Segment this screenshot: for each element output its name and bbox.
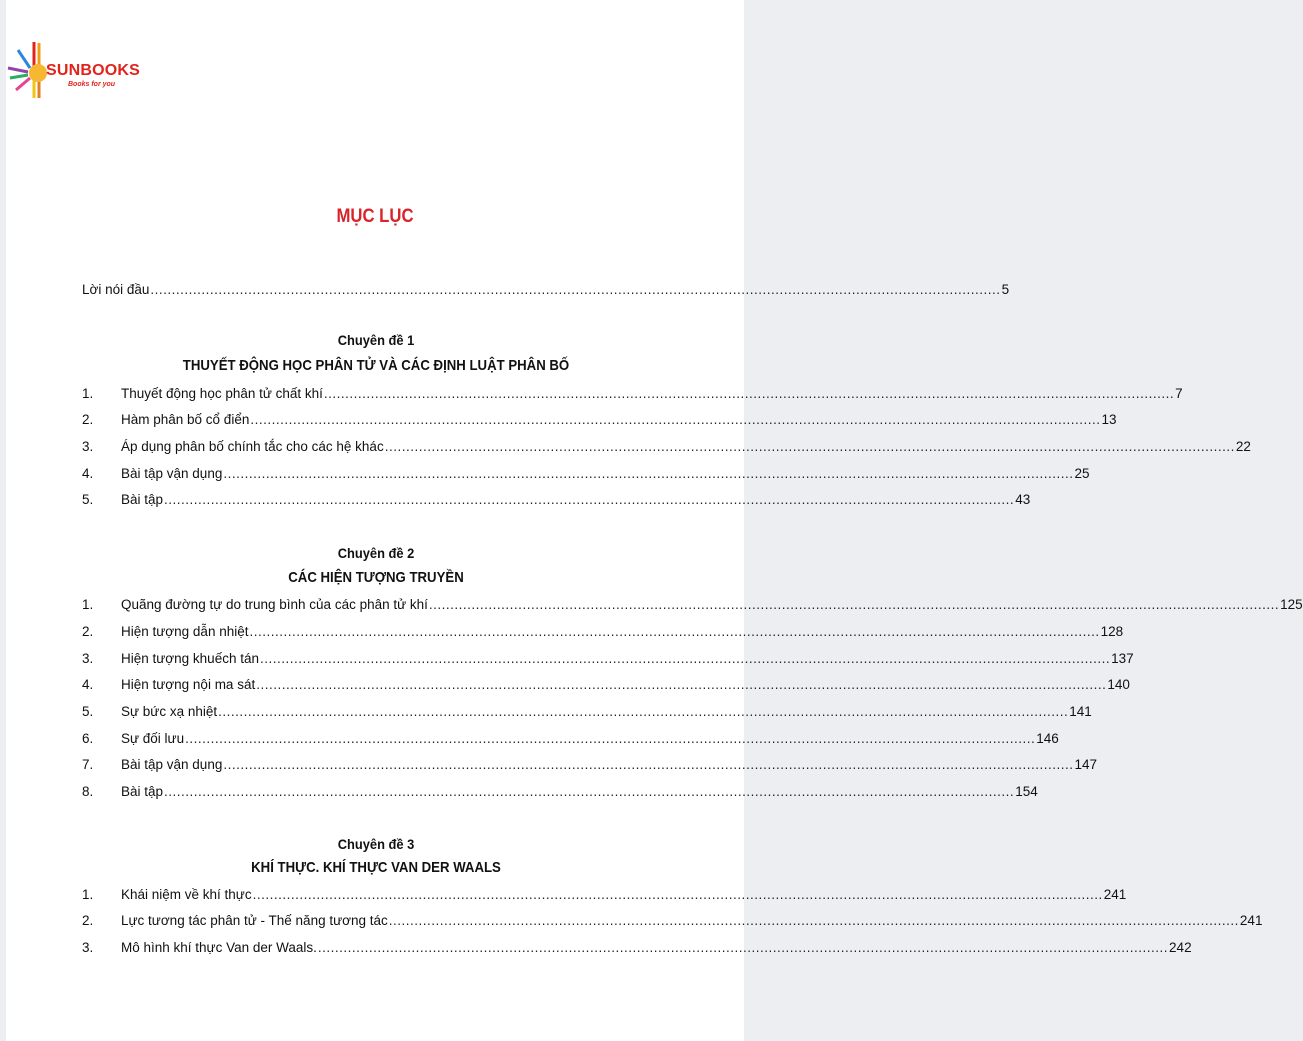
toc-entry-page: 7 — [1175, 386, 1183, 401]
document-page — [6, 0, 1303, 1041]
toc-entry-number: 5. — [82, 704, 94, 719]
toc-entry-text: Hiện tượng nội ma sát — [121, 677, 256, 692]
dot-leader: ........................................................................................................................................................................................................ — [249, 624, 1100, 639]
toc-entry-number: 3. — [82, 651, 94, 666]
sunbooks-logo — [6, 40, 166, 100]
toc-entry[interactable] — [82, 677, 1130, 695]
dot-leader: ........................................................................................................................................................................................................ — [259, 651, 1111, 666]
toc-entry-text: Bài tập — [121, 784, 164, 799]
dot-leader: ........................................................................................................................................................................................................ — [223, 757, 1074, 772]
toc-entry[interactable] — [82, 466, 1090, 484]
toc-entry-number: 3. — [82, 940, 94, 955]
toc-entry-page: 241 — [1103, 887, 1127, 902]
dot-leader: ........................................................................................................................................................................................................ — [428, 597, 1280, 612]
toc-title: MỤC LỤC — [336, 206, 414, 227]
toc-entry[interactable] — [82, 492, 1031, 510]
section-label: Chuyên đề 2 — [337, 545, 415, 561]
toc-entry-page: 125 — [1280, 597, 1303, 612]
toc-entry[interactable] — [82, 731, 1059, 749]
dot-leader: ........................................................................................................................................................................................................ — [317, 940, 1169, 955]
toc-entry[interactable] — [82, 597, 1303, 615]
toc-entry-page: 147 — [1074, 757, 1098, 772]
toc-entry-page: 25 — [1074, 466, 1090, 481]
toc-entry-number: 2. — [82, 624, 94, 639]
dot-leader: ........................................................................................................................................................................................................ — [150, 282, 1001, 297]
toc-entry-text: Mô hình khí thực Van der Waals. — [121, 940, 317, 955]
dot-leader: ........................................................................................................................................................................................................ — [185, 731, 1036, 746]
toc-entry-number: 7. — [82, 757, 94, 772]
section-label: Chuyên đề 3 — [337, 836, 415, 852]
toc-entry-text: Bài tập vận dụng — [121, 757, 223, 772]
dot-leader: ........................................................................................................................................................................................................ — [223, 466, 1074, 481]
brand-name: SUNBOOKS — [46, 62, 141, 79]
toc-entry[interactable] — [82, 704, 1092, 722]
toc-entry-number: 3. — [82, 439, 94, 454]
toc-entry-text: Bài tập vận dụng — [121, 466, 223, 481]
sun-pencils-icon — [6, 40, 46, 100]
toc-entry-page: 137 — [1111, 651, 1134, 666]
toc-entry-number: 1. — [82, 887, 94, 902]
toc-entry[interactable] — [82, 757, 1098, 775]
toc-entry-text: Hiện tượng dẫn nhiệt — [121, 624, 249, 639]
toc-entry-page: 241 — [1239, 913, 1263, 928]
dot-leader: ........................................................................................................................................................................................................ — [388, 913, 1239, 928]
toc-entry-number: 8. — [82, 784, 94, 799]
dot-leader: ........................................................................................................................................................................................................ — [164, 492, 1015, 507]
toc-entry-text: Thuyết động học phân tử chất khí — [121, 386, 323, 401]
toc-entry-page: 43 — [1015, 492, 1031, 507]
toc-entry-page: 5 — [1001, 282, 1010, 297]
toc-entry-page: 154 — [1015, 784, 1038, 799]
toc-entry[interactable] — [82, 386, 1183, 404]
toc-entry[interactable] — [82, 940, 1192, 958]
toc-entry-number: 4. — [82, 677, 94, 692]
toc-entry-text: Quãng đường tự do trung bình của các phân tử khí — [121, 597, 428, 612]
toc-entry-text: Sự bức xạ nhiệt — [121, 704, 218, 719]
section-label: Chuyên đề 1 — [337, 332, 415, 348]
toc-entry-page: 242 — [1169, 940, 1192, 955]
toc-entry[interactable] — [82, 412, 1117, 430]
section-heading: KHÍ THỰC. KHÍ THỰC VAN DER WAALS — [251, 859, 501, 876]
toc-entry-number: 1. — [82, 597, 94, 612]
section-heading: THUYẾT ĐỘNG HỌC PHÂN TỬ VÀ CÁC ĐỊNH LUẬT PHÂN BỐ — [182, 357, 570, 374]
section-heading: CÁC HIỆN TƯỢNG TRUYỀN — [288, 569, 464, 586]
toc-entry-number: 2. — [82, 412, 94, 427]
toc-entry-number: 1. — [82, 386, 94, 401]
toc-entry[interactable] — [82, 784, 1038, 802]
dot-leader: ........................................................................................................................................................................................................ — [250, 412, 1101, 427]
toc-entry[interactable] — [82, 887, 1127, 905]
toc-entry-text: Hàm phân bố cổ điển — [121, 412, 250, 427]
dot-leader: ........................................................................................................................................................................................................ — [384, 439, 1235, 454]
toc-entry-number: 2. — [82, 913, 94, 928]
toc-entry-text: Bài tập — [121, 492, 164, 507]
brand-tagline: Books for you — [68, 81, 116, 88]
toc-entry-number: 5. — [82, 492, 94, 507]
dot-leader: ........................................................................................................................................................................................................ — [323, 386, 1175, 401]
toc-entry-text: Lời nói đầu — [82, 282, 150, 297]
toc-entry[interactable] — [82, 624, 1124, 642]
toc-entry-text: Lực tương tác phân tử - Thế năng tương tác — [121, 913, 388, 928]
dot-leader: ........................................................................................................................................................................................................ — [252, 887, 1103, 902]
toc-entry[interactable] — [82, 913, 1263, 931]
toc-entry[interactable] — [82, 439, 1251, 457]
toc-entry-page: 141 — [1069, 704, 1092, 719]
toc-entry-page: 128 — [1100, 624, 1124, 639]
toc-entry-page: 22 — [1235, 439, 1251, 454]
toc-entry[interactable] — [82, 651, 1134, 669]
toc-entry-text: Khái niệm về khí thực — [121, 887, 252, 902]
toc-entry-page: 146 — [1036, 731, 1059, 746]
toc-entry-number: 4. — [82, 466, 94, 481]
toc-entry-page: 140 — [1107, 677, 1130, 692]
toc-entry-text: Áp dụng phân bố chính tắc cho các hệ khác — [121, 439, 384, 454]
toc-entry-page: 13 — [1101, 412, 1117, 427]
toc-entry-number: 6. — [82, 731, 94, 746]
dot-leader: ........................................................................................................................................................................................................ — [256, 677, 1107, 692]
dot-leader: ........................................................................................................................................................................................................ — [164, 784, 1015, 799]
toc-entry-preface[interactable] — [82, 282, 1010, 300]
dot-leader: ........................................................................................................................................................................................................ — [218, 704, 1069, 719]
toc-entry-text: Hiện tượng khuếch tán — [121, 651, 259, 666]
toc-entry-text: Sự đối lưu — [121, 731, 185, 746]
